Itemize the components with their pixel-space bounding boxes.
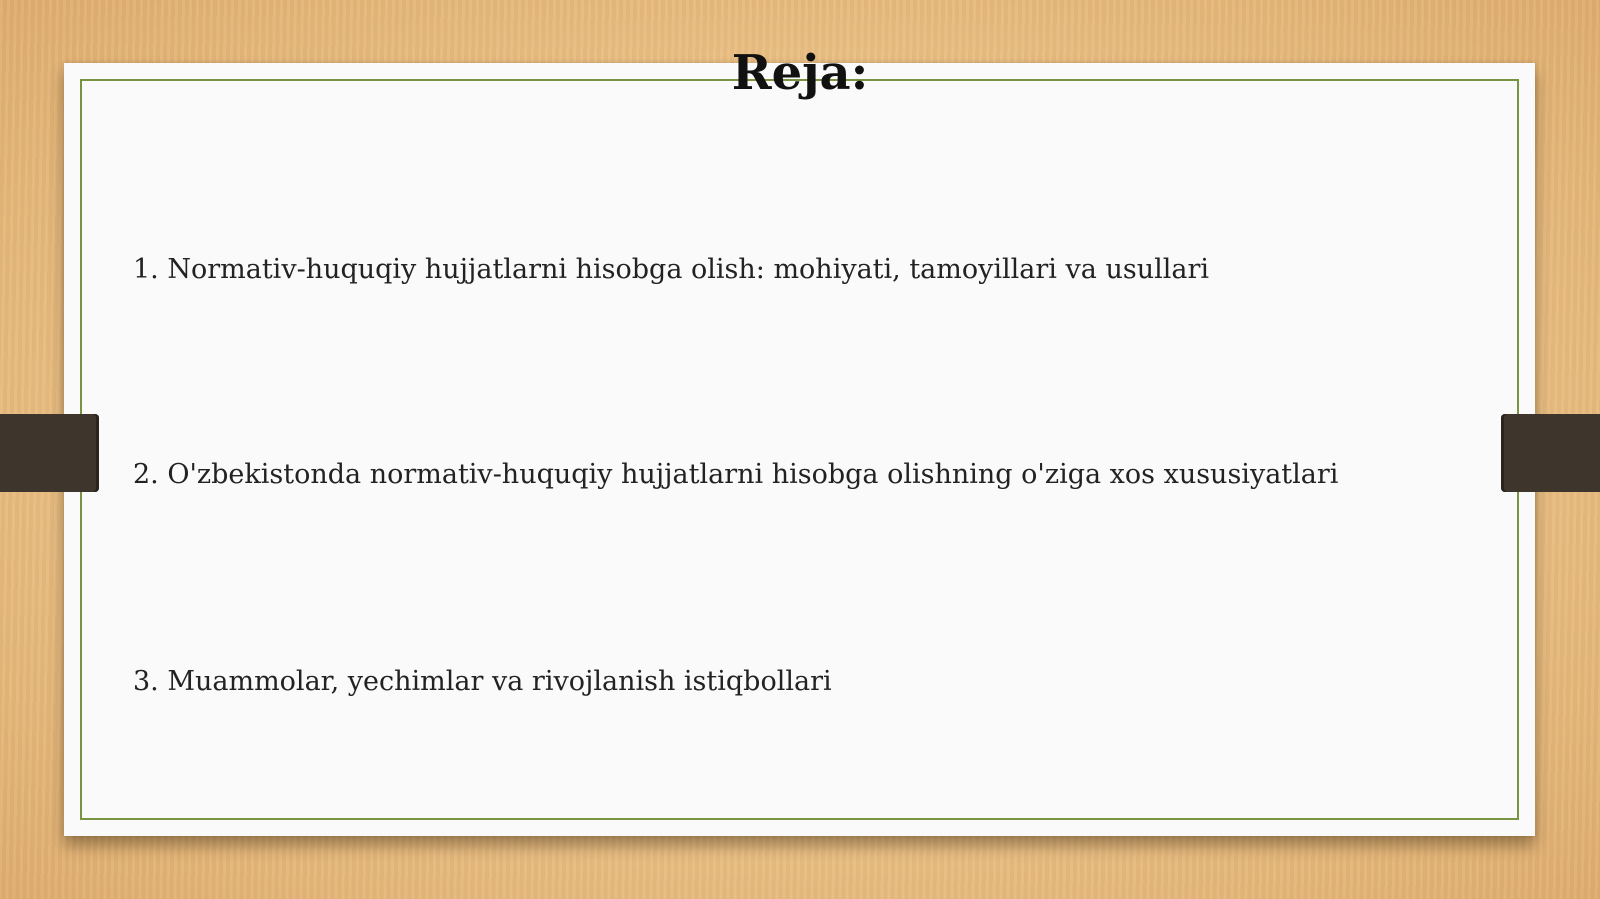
slide-frame-border [80,79,1519,820]
binder-tab-right [1501,414,1600,492]
plan-item-3: 3. Muammolar, yechimlar va rivojlanish istiqbollari [133,666,832,697]
plan-item-2: 2. O'zbekistonda normativ-huquqiy hujjatlarni hisobga olishning o'ziga xos xususiyatlari [133,459,1339,490]
plan-item-1: 1. Normativ-huquqiy hujjatlarni hisobga olish: mohiyati, tamoyillari va usullari [133,254,1209,285]
binder-tab-left [0,414,99,492]
slide-title: Reja: [731,45,869,101]
slide-card [64,63,1535,836]
